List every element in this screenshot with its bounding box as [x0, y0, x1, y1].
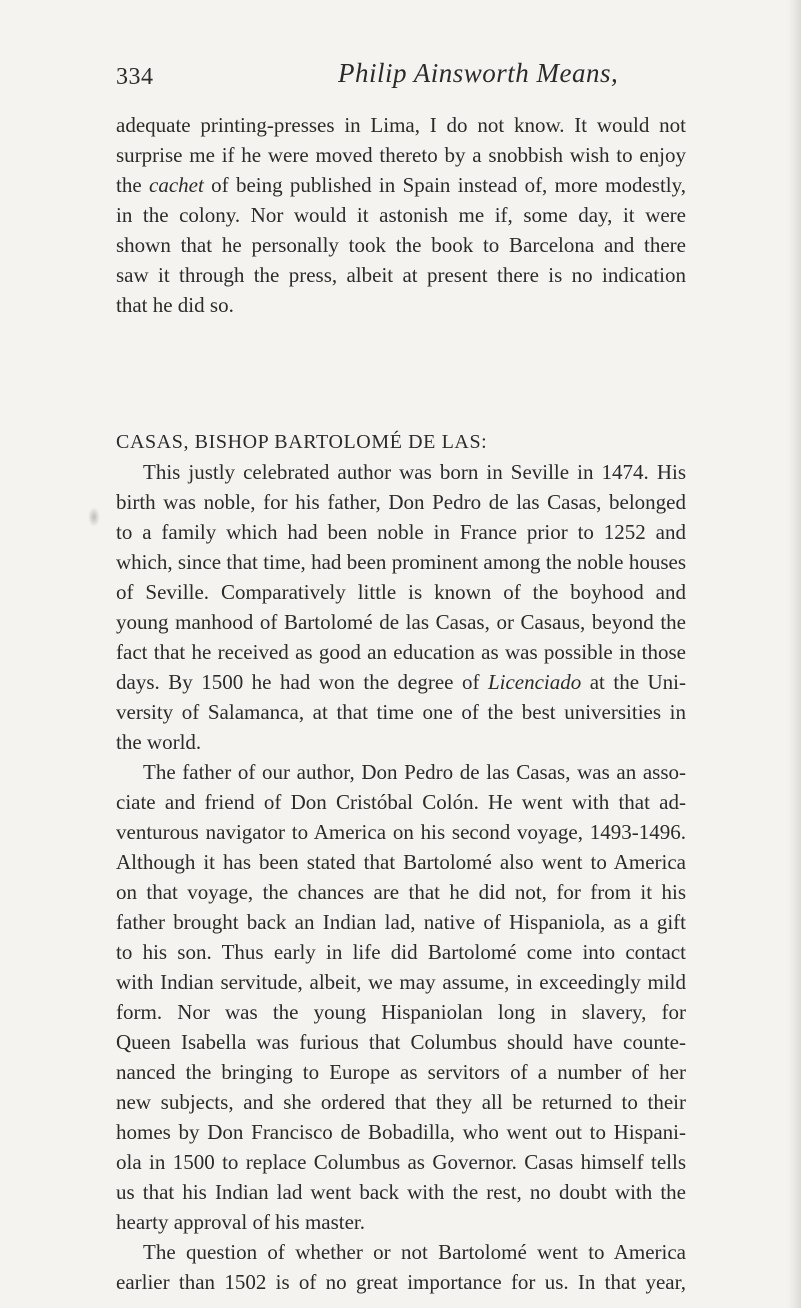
text-line: us that his Indian lad went back with the rest, no doubt with the — [116, 1180, 686, 1204]
running-title: Philip Ainsworth Means, — [338, 58, 619, 88]
text-line: the world. — [116, 730, 202, 754]
italic-term-licenciado: Licenciado — [487, 670, 582, 694]
text-line: nanced the bringing to Europe as servitors of a number of her — [116, 1060, 686, 1084]
text-line: shown that he personally took the book to Barcelona and there — [116, 233, 686, 257]
italic-term-cachet: cachet — [149, 173, 204, 197]
text-segment: days. By 1500 he had won the degree of — [116, 670, 488, 694]
ink-smudge — [88, 507, 100, 527]
page-number: 334 — [116, 64, 154, 90]
text-line: that he did so. — [116, 293, 234, 317]
text-segment: of being published in Spain instead of, more modestly, — [203, 173, 686, 197]
entry-heading: CASAS, BISHOP BARTOLOMÉ DE LAS: — [116, 431, 488, 453]
text-line — [116, 667, 686, 697]
text-line: in the colony. Nor would it astonish me if, some day, it were — [116, 203, 686, 227]
text-line: This justly celebrated author was born in Seville in 1474. His — [143, 460, 686, 484]
text-line: young manhood of Bartolomé de las Casas, or Casaus, beyond the — [116, 610, 686, 634]
text-line: The question of whether or not Bartolomé went to America — [143, 1240, 686, 1264]
text-segment: the — [116, 173, 149, 197]
running-head — [116, 58, 686, 94]
page-edge-shadow — [787, 0, 801, 1308]
text-line: which, since that time, had been prominent among the noble houses — [116, 550, 686, 574]
text-line: form. Nor was the young Hispaniolan long in slavery, for — [116, 1000, 686, 1024]
text-line: fact that he received as good an education as was possible in those — [116, 640, 686, 664]
text-line: of Seville. Comparatively little is known of the boyhood and — [116, 580, 686, 604]
text-line: birth was noble, for his father, Don Pedro de las Casas, belonged — [116, 490, 686, 514]
text-line: to a family which had been noble in France prior to 1252 and — [116, 520, 686, 544]
text-line: ola in 1500 to replace Columbus as Governor. Casas himself tells — [116, 1150, 686, 1174]
text-line: ciate and friend of Don Cristóbal Colón. He went with that ad- — [116, 790, 686, 814]
text-line: Although it has been stated that Bartolomé also went to America — [116, 850, 686, 874]
text-line: homes by Don Francisco de Bobadilla, who went out to Hispani- — [116, 1120, 686, 1144]
text-line: new subjects, and she ordered that they all be returned to their — [116, 1090, 686, 1114]
body-text — [116, 110, 686, 1297]
text-line: father brought back an Indian lad, native of Hispaniola, as a gift — [116, 910, 686, 934]
text-line: with Indian servitude, albeit, we may assume, in exceedingly mild — [116, 970, 686, 994]
text-line: venturous navigator to America on his second voyage, 1493-1496. — [116, 820, 686, 844]
text-line: surprise me if he were moved thereto by a snobbish wish to enjoy — [116, 143, 686, 167]
text-line: saw it through the press, albeit at present there is no indication — [116, 263, 686, 287]
text-line: versity of Salamanca, at that time one of the best universities in — [116, 700, 686, 724]
text-line: Queen Isabella was furious that Columbus should have counte- — [116, 1030, 686, 1054]
text-line: hearty approval of his master. — [116, 1210, 366, 1234]
text-line — [116, 170, 686, 200]
text-line: earlier than 1502 is of no great importance for us. In that year, — [116, 1270, 686, 1294]
text-line: adequate printing-presses in Lima, I do not know. It would not — [116, 113, 686, 137]
section-gap — [116, 320, 686, 427]
text-line: on that voyage, the chances are that he did not, for from it his — [116, 880, 686, 904]
text-line: The father of our author, Don Pedro de las Casas, was an asso- — [143, 760, 686, 784]
text-line: to his son. Thus early in life did Bartolomé come into contact — [116, 940, 686, 964]
text-segment: at the Uni- — [581, 670, 686, 694]
